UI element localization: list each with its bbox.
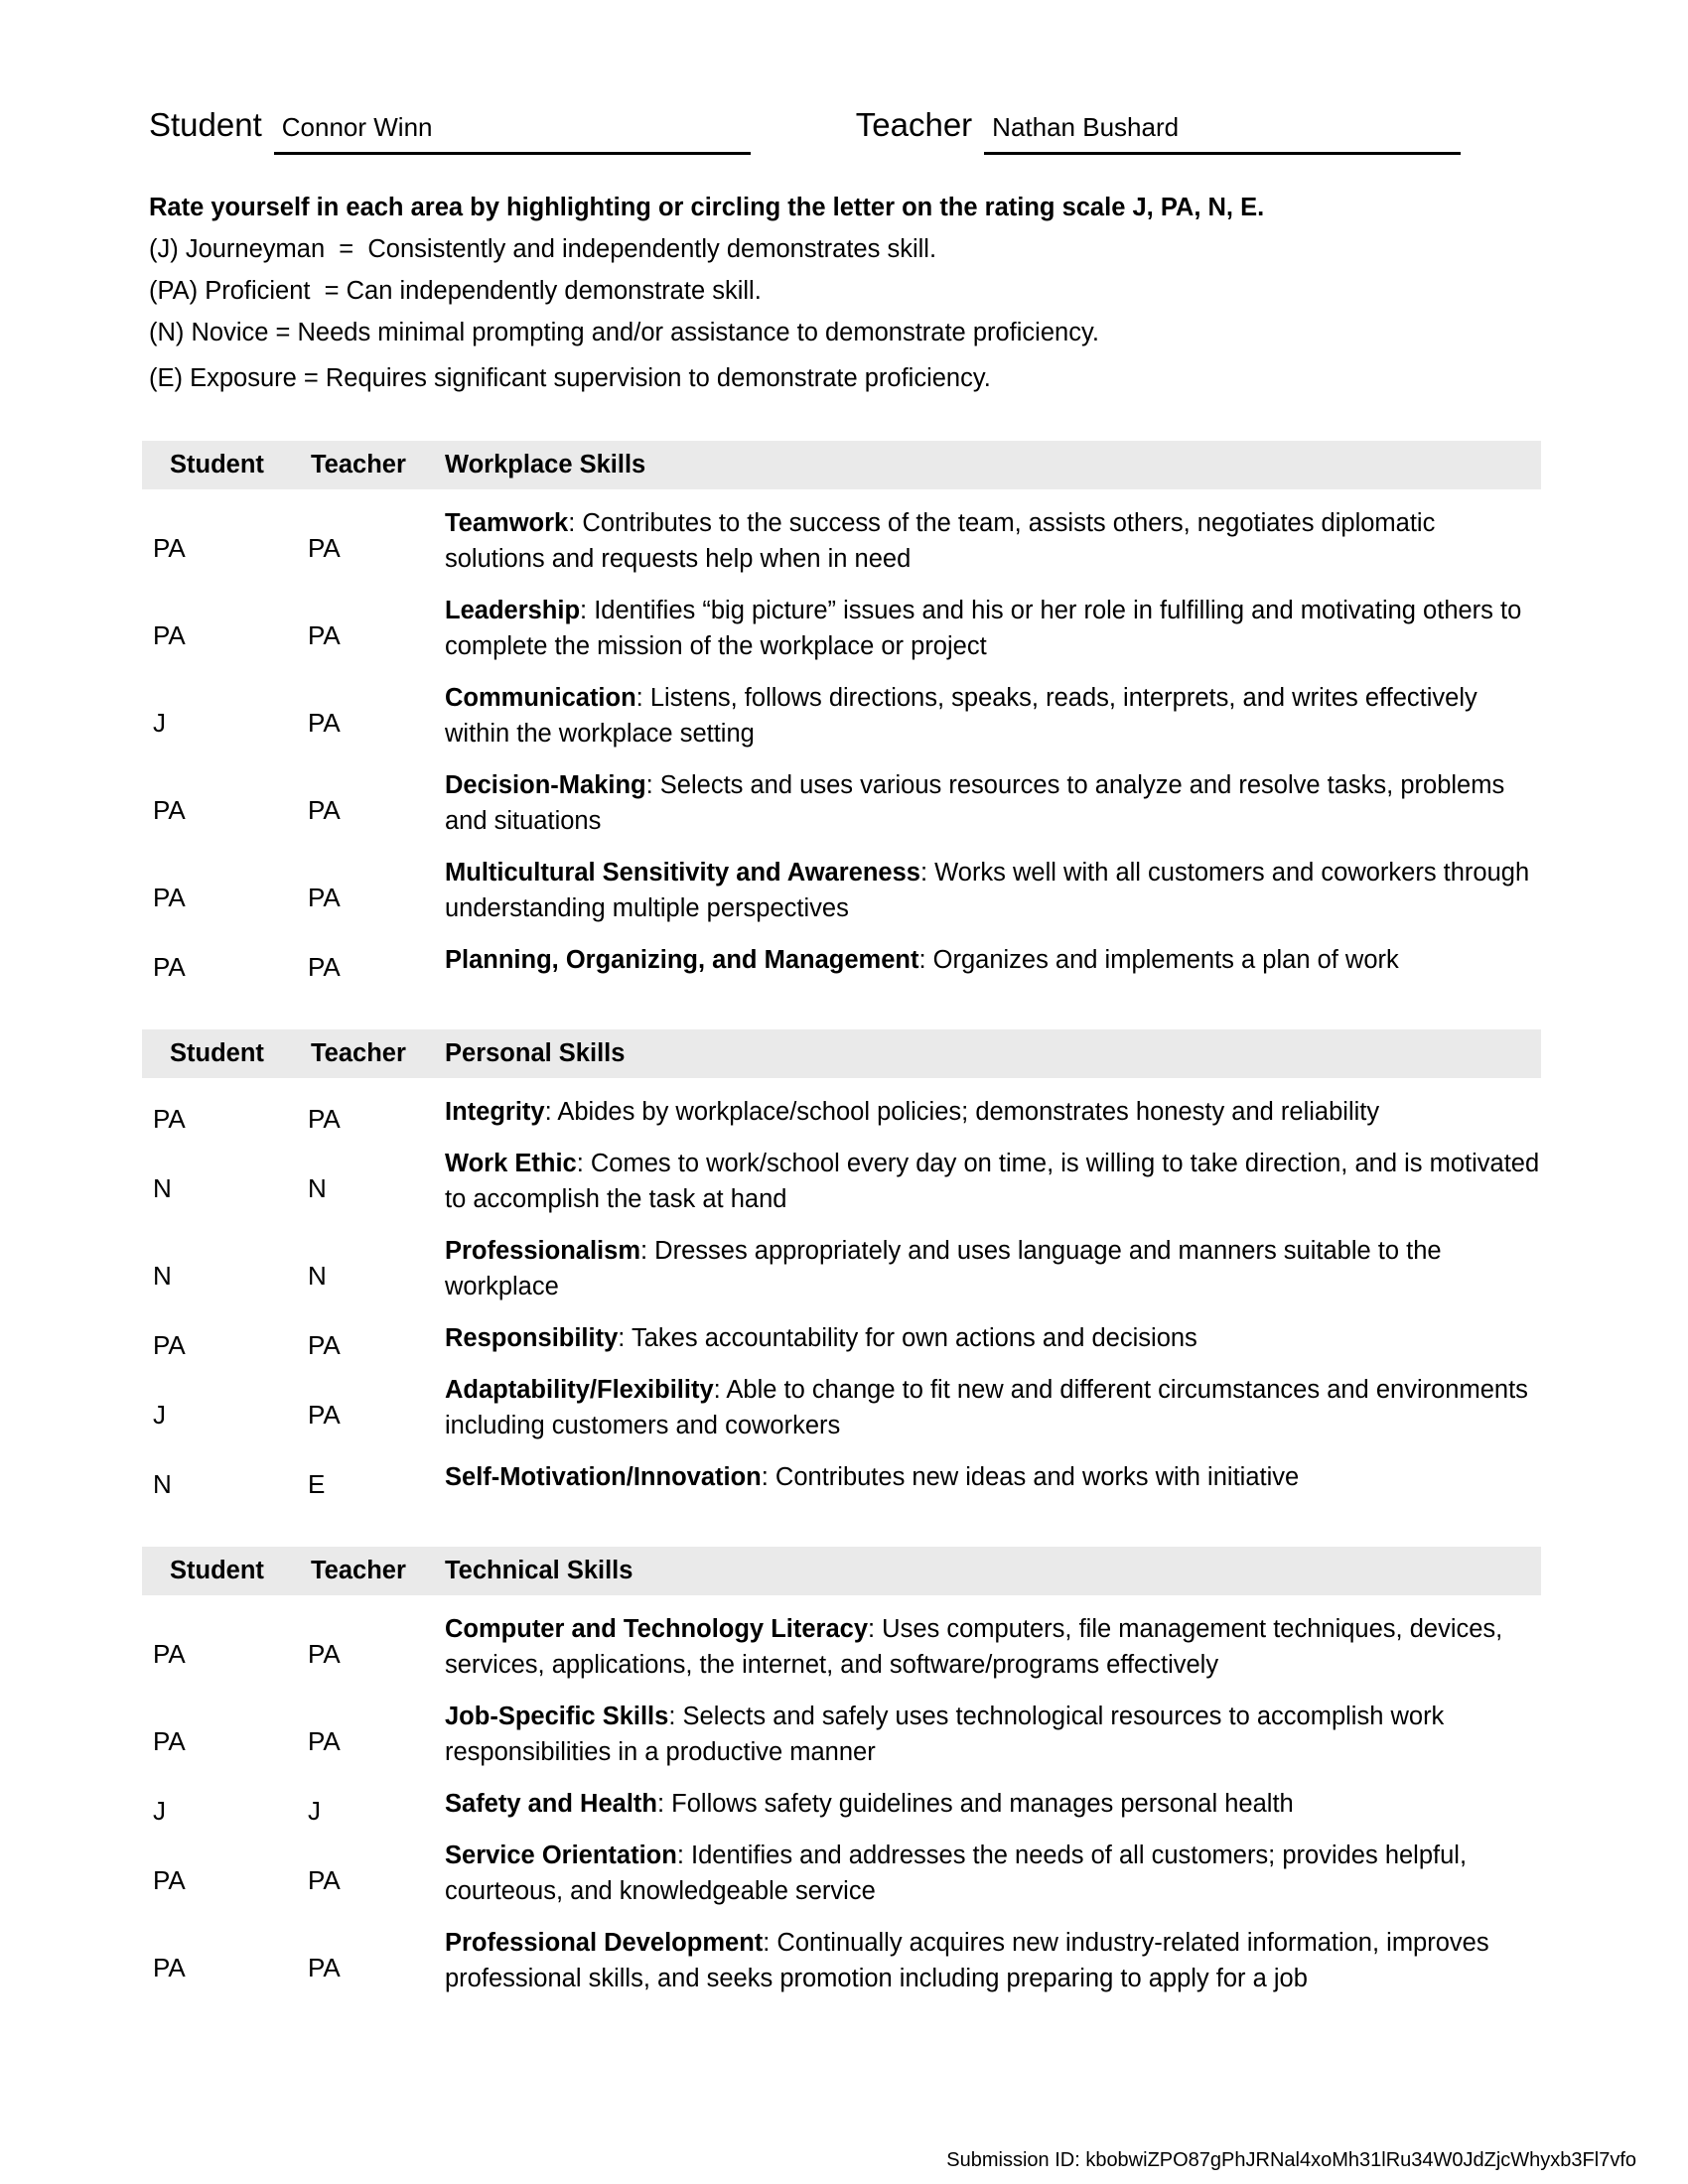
student-rating[interactable]: J (153, 707, 166, 738)
table-row (142, 767, 1541, 839)
table-row (142, 1094, 1541, 1134)
student-rating[interactable]: N (153, 1172, 172, 1203)
skill-description (438, 593, 1541, 664)
skill-name: Professional Development (445, 1929, 764, 1957)
table-row (142, 942, 1541, 982)
skill-name: Professionalism (445, 1237, 640, 1265)
teacher-label: Teacher (855, 106, 973, 143)
student-rating[interactable]: N (153, 1468, 172, 1499)
teacher-column-header: Teacher (311, 451, 406, 478)
student-rating[interactable]: PA (153, 794, 186, 825)
skill-description (438, 1320, 1541, 1356)
student-column-header: Student (170, 1557, 264, 1584)
student-column-header: Student (170, 451, 264, 478)
student-rating[interactable]: PA (153, 1103, 186, 1134)
skill-description (438, 942, 1541, 978)
skill-text: : Abides by workplace/school policies; demonstrates honesty and reliability (544, 1098, 1380, 1126)
teacher-name-field[interactable]: Nathan Bushard (984, 112, 1461, 155)
skill-name: Work Ethic (445, 1150, 577, 1177)
skill-name: Job-Specific Skills (445, 1703, 669, 1730)
skill-text: : Continually acquires new industry-related information, improves professional skills, and seeks promotion including preparing to apply for a job (445, 1929, 1489, 1992)
scale-exposure: (E) Exposure = Requires significant supervision to demonstrate proficiency. (149, 364, 991, 392)
student-rating[interactable]: PA (153, 951, 186, 982)
skill-text: : Identifies and addresses the needs of all customers; provides helpful, courteous, and knowledgeable service (445, 1842, 1468, 1905)
table-row (142, 1925, 1541, 1996)
skill-description (438, 1925, 1541, 1996)
skill-name: Adaptability/Flexibility (445, 1376, 714, 1404)
student-column-header: Student (170, 1039, 264, 1067)
teacher-rating[interactable]: PA (308, 794, 341, 825)
skill-name: Multicultural Sensitivity and Awareness (445, 859, 920, 887)
teacher-rating[interactable]: J (308, 1795, 321, 1826)
skill-name: Decision-Making (445, 771, 646, 799)
student-rating[interactable]: PA (153, 1638, 186, 1669)
skill-name: Communication (445, 684, 636, 712)
table-header (142, 1547, 1541, 1595)
technical-skills-table (142, 1547, 1541, 1996)
table-title: Personal Skills (445, 1039, 626, 1067)
skill-text: : Contributes new ideas and works with initiative (761, 1463, 1300, 1491)
teacher-rating[interactable]: PA (308, 882, 341, 912)
table-row (142, 680, 1541, 751)
skill-description (438, 1233, 1541, 1304)
skill-text: : Listens, follows directions, speaks, reads, interprets, and writes effectively within the workplace setting (445, 684, 1477, 748)
workplace-skills-table (142, 441, 1541, 982)
skill-description (438, 1094, 1541, 1130)
table-row (142, 1459, 1541, 1499)
skill-description (438, 1372, 1541, 1443)
submission-id: Submission ID: kbobwiZPO87gPhJRNal4xoMh31lRu34W0JdZjcWhyxb3Fl7vfo (946, 2149, 1636, 2171)
teacher-rating[interactable]: PA (308, 1725, 341, 1756)
skill-name: Leadership (445, 597, 581, 624)
skill-description (438, 1459, 1541, 1495)
student-label: Student (149, 106, 262, 143)
table-row (142, 1611, 1541, 1683)
student-rating[interactable]: PA (153, 1329, 186, 1360)
skill-name: Service Orientation (445, 1842, 677, 1869)
skill-text: : Dresses appropriately and uses language and manners suitable to the workplace (445, 1237, 1442, 1300)
skill-description (438, 767, 1541, 839)
skill-name: Safety and Health (445, 1790, 657, 1818)
teacher-rating[interactable]: PA (308, 1638, 341, 1669)
teacher-rating[interactable]: PA (308, 1103, 341, 1134)
table-row (142, 593, 1541, 664)
skill-text: : Uses computers, file management techniques, devices, services, applications, the internet, and software/programs effectively (445, 1615, 1503, 1679)
skill-description (438, 855, 1541, 926)
table-header (142, 1029, 1541, 1078)
table-title: Technical Skills (445, 1557, 633, 1584)
table-row (142, 1320, 1541, 1360)
student-rating[interactable]: PA (153, 619, 186, 650)
skill-text: : Follows safety guidelines and manages personal health (656, 1790, 1294, 1818)
skill-name: Planning, Organizing, and Management (445, 946, 919, 974)
teacher-rating[interactable]: PA (308, 1329, 341, 1360)
student-rating[interactable]: PA (153, 1864, 186, 1895)
skill-text: : Selects and safely uses technological resources to accomplish work responsibilities in a productive manner (445, 1703, 1445, 1766)
teacher-rating[interactable]: PA (308, 1399, 341, 1430)
skill-description (438, 1611, 1541, 1683)
skill-name: Self-Motivation/Innovation (445, 1463, 762, 1491)
skill-text: : Identifies “big picture” issues and his or her role in fulfilling and motivating others to complete the mission of the workplace or project (445, 597, 1522, 660)
skill-name: Integrity (445, 1098, 545, 1126)
student-name-field[interactable]: Connor Winn (274, 112, 751, 155)
skill-text: : Organizes and implements a plan of work (918, 946, 1399, 974)
skill-description (438, 1146, 1541, 1217)
scale-journeyman: (J) Journeyman = Consistently and independently demonstrates skill. (149, 235, 937, 263)
table-row (142, 1699, 1541, 1770)
table-row (142, 1146, 1541, 1217)
scale-novice: (N) Novice = Needs minimal prompting and/or assistance to demonstrate proficiency. (149, 319, 1099, 346)
skill-text: : Comes to work/school every day on time, is willing to take direction, and is motivated to accomplish the task at hand (445, 1150, 1540, 1213)
student-rating[interactable]: PA (153, 532, 186, 563)
student-rating[interactable]: N (153, 1260, 172, 1291)
table-title: Workplace Skills (445, 451, 646, 478)
teacher-rating[interactable]: N (308, 1172, 327, 1203)
table-row (142, 855, 1541, 926)
table-row (142, 1838, 1541, 1909)
skill-name: Responsibility (445, 1324, 619, 1352)
teacher-column-header: Teacher (311, 1039, 406, 1067)
personal-skills-table (142, 1029, 1541, 1499)
teacher-column-header: Teacher (311, 1557, 406, 1584)
skill-description (438, 1838, 1541, 1909)
names-row (149, 105, 1688, 155)
teacher-rating[interactable]: PA (308, 707, 341, 738)
skill-text: : Selects and uses various resources to analyze and resolve tasks, problems and situations (445, 771, 1505, 835)
teacher-rating[interactable]: PA (308, 951, 341, 982)
skill-name: Teamwork (445, 509, 569, 537)
student-rating[interactable]: PA (153, 1725, 186, 1756)
student-rating[interactable]: J (153, 1795, 166, 1826)
skill-text: : Able to change to fit new and different circumstances and environments including customers and coworkers (445, 1376, 1528, 1439)
skill-text: : Works well with all customers and coworkers through understanding multiple perspectives (445, 859, 1530, 922)
scale-proficient: (PA) Proficient = Can independently demonstrate skill. (149, 277, 762, 305)
table-row (142, 1786, 1541, 1826)
instructions-heading: Rate yourself in each area by highlighting or circling the letter on the rating scale J, PA, N, E. (149, 194, 1265, 221)
skill-description (438, 680, 1541, 751)
skill-text: : Contributes to the success of the team, assists others, negotiates diplomatic solutions and requests help when in need (445, 509, 1436, 573)
table-row (142, 505, 1541, 577)
table-row (142, 1372, 1541, 1443)
student-rating[interactable]: PA (153, 882, 186, 912)
table-row (142, 1233, 1541, 1304)
student-rating[interactable]: PA (153, 1952, 186, 1982)
skill-description (438, 1699, 1541, 1770)
teacher-rating[interactable]: PA (308, 1952, 341, 1982)
teacher-rating[interactable]: PA (308, 619, 341, 650)
skill-text: : Takes accountability for own actions and decisions (618, 1324, 1197, 1352)
teacher-rating[interactable]: PA (308, 1864, 341, 1895)
instructions (149, 193, 1539, 393)
teacher-rating[interactable]: E (308, 1468, 326, 1499)
table-header (142, 441, 1541, 489)
teacher-rating[interactable]: N (308, 1260, 327, 1291)
skill-description (438, 505, 1541, 577)
teacher-rating[interactable]: PA (308, 532, 341, 563)
skill-description (438, 1786, 1541, 1822)
student-rating[interactable]: J (153, 1399, 166, 1430)
skill-name: Computer and Technology Literacy (445, 1615, 869, 1643)
